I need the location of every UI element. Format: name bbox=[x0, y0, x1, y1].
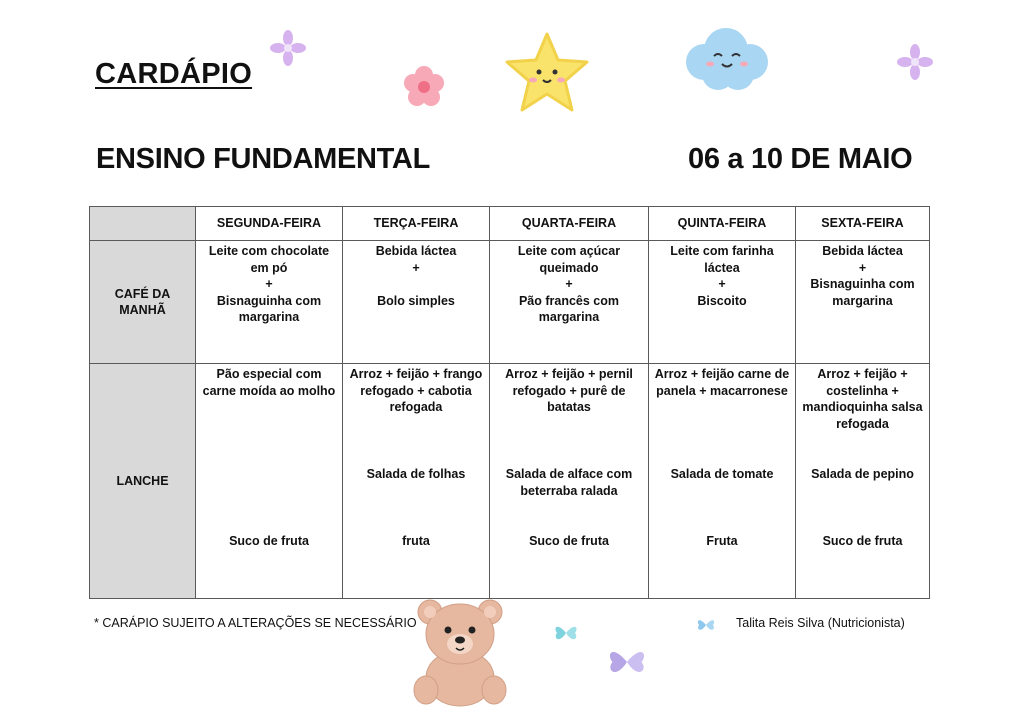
menu-line: Arroz + feijão + frango bbox=[349, 367, 483, 381]
table-row-lanche bbox=[90, 364, 930, 599]
menu-line: Pão especial com bbox=[216, 367, 322, 381]
nutritionist-signature: Talita Reis Silva (Nutricionista) bbox=[736, 616, 905, 630]
day-header: SEXTA-FEIRA bbox=[796, 207, 930, 241]
menu-line: margarina bbox=[832, 293, 893, 308]
salad-line: Salada de folhas bbox=[366, 467, 466, 481]
menu-line: margarina bbox=[238, 310, 300, 324]
menu-line: Leite com açúcar bbox=[517, 244, 621, 258]
menu-line: batatas bbox=[547, 400, 591, 414]
table-header-row bbox=[90, 207, 930, 241]
menu-line: mandioquinha salsa bbox=[802, 400, 923, 414]
menu-line: Bolo simples bbox=[377, 293, 455, 308]
menu-line: + bbox=[858, 260, 867, 275]
menu-cell bbox=[649, 364, 796, 599]
menu-table bbox=[89, 206, 930, 599]
day-header: QUARTA-FEIRA bbox=[490, 207, 649, 241]
flower-icon bbox=[402, 65, 446, 109]
menu-line: + bbox=[265, 277, 273, 291]
teddy-bear-icon bbox=[412, 598, 508, 710]
drink-line: fruta bbox=[402, 534, 430, 548]
menu-line: queimado bbox=[539, 260, 599, 275]
date-range: 06 a 10 DE MAIO bbox=[688, 143, 913, 175]
menu-line: láctea bbox=[704, 260, 740, 275]
menu-line: Bisnaguinha com bbox=[810, 277, 915, 291]
star-icon bbox=[503, 30, 591, 116]
flower-icon bbox=[897, 44, 933, 80]
salad-line: Salada de tomate bbox=[670, 467, 774, 481]
menu-line: refogado + purê de bbox=[512, 383, 626, 398]
menu-line: refogada bbox=[389, 400, 443, 414]
day-header: SEGUNDA-FEIRA bbox=[196, 207, 343, 241]
row-label-line: MANHÃ bbox=[119, 303, 166, 317]
butterfly-icon bbox=[696, 614, 716, 636]
menu-line: + bbox=[718, 277, 726, 291]
row-label-lanche: LANCHE bbox=[90, 364, 196, 599]
row-label-cafe bbox=[90, 241, 196, 364]
menu-line: costelinha + bbox=[826, 383, 899, 398]
menu-line: Arroz + feijão + bbox=[817, 367, 908, 381]
menu-line: refogado + cabotia bbox=[360, 383, 472, 398]
menu-line: margarina bbox=[538, 310, 600, 324]
salad-line: beterraba ralada bbox=[520, 483, 618, 498]
menu-line: Pão francês com bbox=[518, 293, 620, 308]
menu-line: Leite com chocolate bbox=[208, 244, 330, 258]
drink-line: Fruta bbox=[706, 534, 738, 548]
table-row-cafe bbox=[90, 241, 930, 364]
page-title: CARDÁPIO bbox=[95, 58, 253, 90]
flower-icon bbox=[270, 30, 306, 66]
menu-line: Bebida láctea bbox=[822, 244, 903, 258]
menu-line: refogada bbox=[836, 416, 889, 431]
menu-cell bbox=[796, 364, 930, 599]
menu-cell bbox=[649, 241, 796, 364]
day-header: QUINTA-FEIRA bbox=[649, 207, 796, 241]
menu-line: + bbox=[412, 260, 420, 275]
salad-line: Salada de pepino bbox=[811, 467, 914, 481]
drink-line: Suco de fruta bbox=[822, 534, 903, 548]
menu-cell bbox=[343, 364, 490, 599]
butterfly-icon bbox=[606, 640, 648, 684]
salad-line: Salada de alface com bbox=[505, 467, 633, 481]
menu-cell bbox=[196, 241, 343, 364]
drink-line: Suco de fruta bbox=[529, 534, 609, 548]
menu-line: Leite com farinha bbox=[670, 244, 774, 258]
menu-line: Bisnaguinha com bbox=[216, 293, 322, 308]
menu-line: Arroz + feijão carne de bbox=[654, 367, 790, 381]
menu-cell bbox=[796, 241, 930, 364]
menu-line: panela + macarronese bbox=[656, 383, 788, 398]
menu-cell bbox=[490, 364, 649, 599]
menu-line: + bbox=[565, 277, 573, 291]
menu-line: em pó bbox=[250, 260, 288, 275]
menu-cell bbox=[196, 364, 343, 599]
menu-line: Biscoito bbox=[697, 293, 747, 308]
menu-line: Bebida láctea bbox=[375, 244, 457, 258]
page-subtitle: ENSINO FUNDAMENTAL bbox=[96, 143, 430, 175]
butterfly-icon bbox=[553, 620, 579, 646]
disclaimer-note: * CARÁPIO SUJEITO A ALTERAÇÕES SE NECESSÁRIO bbox=[94, 616, 417, 630]
row-label-line: CAFÉ DA bbox=[114, 286, 171, 301]
menu-line: carne moída ao molho bbox=[202, 383, 336, 398]
menu-line: Arroz + feijão + pernil bbox=[505, 367, 633, 381]
table-corner-cell bbox=[90, 207, 196, 241]
drink-line: Suco de fruta bbox=[229, 534, 309, 548]
cloud-icon bbox=[678, 22, 774, 94]
menu-cell bbox=[343, 241, 490, 364]
menu-cell bbox=[490, 241, 649, 364]
menu-line bbox=[347, 276, 485, 293]
day-header: TERÇA-FEIRA bbox=[343, 207, 490, 241]
